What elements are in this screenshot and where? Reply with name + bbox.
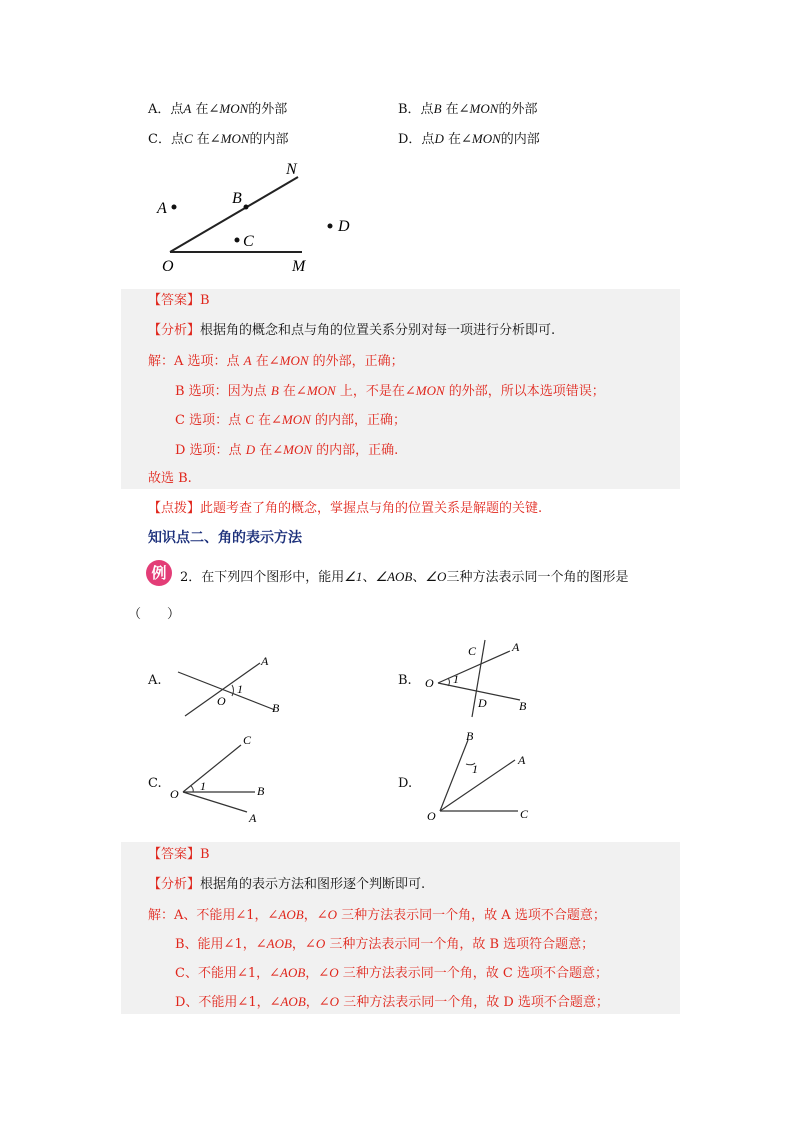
point-d (328, 224, 333, 229)
answer-box-2 (121, 842, 680, 1014)
svg-text:O: O (427, 809, 436, 823)
solution-2-a: 解：A、不能用∠1，∠AOB，∠O 三种方法表示同一个角，故 A 选项不合题意； (148, 907, 606, 923)
solution-2-c: C、不能用∠1，∠AOB，∠O 三种方法表示同一个角，故 C 选项不合题意； (175, 965, 608, 981)
svg-text:O: O (217, 694, 226, 708)
label-a: A (157, 200, 167, 217)
svg-text:1: 1 (200, 779, 206, 793)
figure-d-option: D. (398, 776, 413, 791)
conclusion-1: 故选 B. (148, 471, 192, 486)
option-a: A．点A 在∠MON的外部 (148, 101, 288, 117)
angle-mon-figure (140, 155, 380, 285)
solution-1-b: B 选项：因为点 B 在∠MON 上，不是在∠MON 的外部，所以本选项错误； (175, 383, 605, 399)
svg-text:1: 1 (237, 682, 243, 696)
figure-c-option: C. (148, 776, 162, 791)
svg-text:B: B (272, 701, 280, 715)
option-c: C．点C 在∠MON的内部 (148, 131, 289, 147)
option-b: B．点B 在∠MON的外部 (398, 101, 538, 117)
solution-1-c: C 选项：点 C 在∠MON 的内部，正确； (175, 412, 406, 428)
solution-2-b: B、能用∠1，∠AOB，∠O 三种方法表示同一个角，故 B 选项符合题意； (175, 936, 595, 952)
label-c: C (243, 233, 254, 250)
svg-text:O: O (425, 676, 434, 690)
example-badge: 例 (146, 560, 172, 586)
answer-1: 【答案】B (148, 293, 210, 308)
svg-text:O: O (170, 787, 179, 801)
svg-text:A: A (249, 811, 257, 825)
svg-text:D: D (478, 696, 487, 710)
label-d: D (338, 218, 350, 235)
figure-c (165, 730, 275, 825)
svg-text:A: A (261, 654, 269, 668)
section-heading: 知识点二、角的表示方法 (148, 530, 302, 546)
svg-text:1: 1 (453, 672, 459, 686)
solution-1-d: D 选项：点 D 在∠MON 的内部，正确. (175, 442, 399, 458)
svg-text:A: A (518, 753, 526, 767)
analysis-1: 【分析】根据角的概念和点与角的位置关系分别对每一项进行分析即可. (148, 323, 556, 338)
label-o: O (162, 258, 174, 275)
analysis-2: 【分析】根据角的表示方法和图形逐个判断即可. (148, 877, 426, 892)
solution-2-d: D、不能用∠1，∠AOB，∠O 三种方法表示同一个角，故 D 选项不合题意； (175, 994, 609, 1010)
point-b (244, 205, 249, 210)
label-b: B (232, 190, 242, 207)
svg-text:A: A (512, 640, 520, 654)
figure-d (420, 728, 540, 823)
label-m: M (292, 258, 306, 275)
svg-text:C: C (520, 807, 529, 821)
point-c (235, 238, 240, 243)
svg-text:B: B (466, 729, 474, 743)
point-a (172, 205, 177, 210)
svg-text:C: C (243, 733, 252, 747)
answer-2: 【答案】B (148, 847, 210, 862)
solution-1-a: 解：A 选项：点 A 在∠MON 的外部，正确； (148, 353, 404, 369)
figure-a (170, 650, 290, 720)
question-2-paren: （ ） (128, 607, 181, 622)
svg-text:1: 1 (472, 762, 478, 776)
svg-text:C: C (468, 644, 477, 658)
figure-a-option: A. (148, 673, 162, 688)
figure-b (420, 635, 540, 720)
svg-text:B: B (257, 784, 265, 798)
figure-b-option: B. (398, 673, 412, 688)
svg-text:B: B (519, 699, 527, 713)
label-n: N (286, 161, 297, 178)
ray-on (170, 177, 298, 252)
question-2: 2．在下列四个图形中，能用∠1、∠AOB、∠O三种方法表示同一个角的图形是 (180, 569, 629, 585)
option-d: D．点D 在∠MON的内部 (398, 131, 540, 147)
tip-1: 【点拨】此题考查了角的概念，掌握点与角的位置关系是解题的关键. (148, 501, 543, 516)
